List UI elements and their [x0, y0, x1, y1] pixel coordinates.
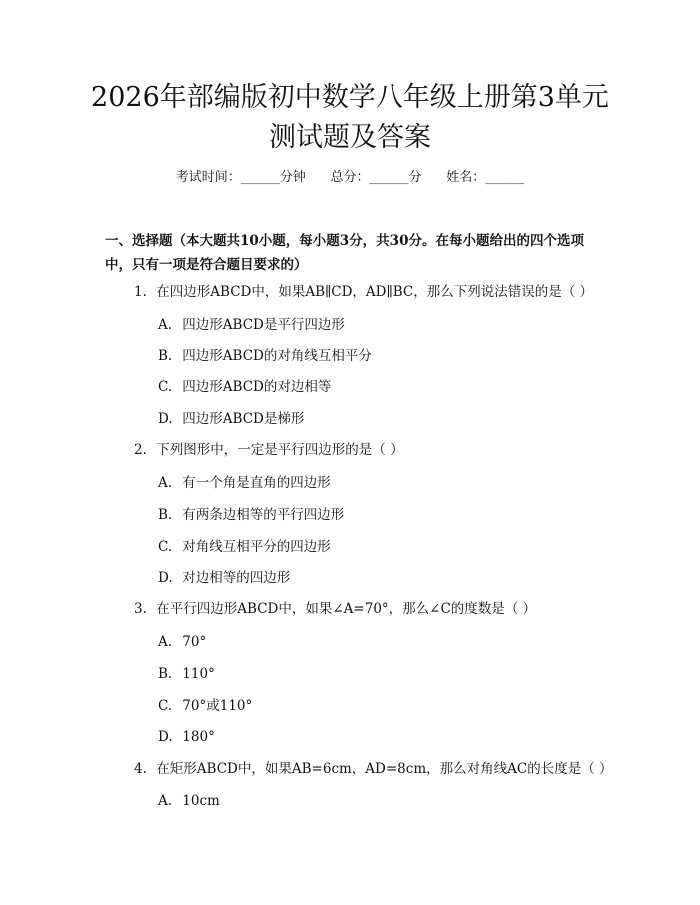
question-text: 在平行四边形ABCD中，如果∠A=70°，那么∠C的度数是（ ） [156, 601, 537, 617]
option-text: 70° [182, 634, 207, 650]
exam-title-line1: 2026年部编版初中数学八年级上册第3单元 [91, 82, 609, 113]
option-text: 10cm [182, 793, 220, 809]
option-4a [158, 791, 220, 811]
option-letter: D. [158, 729, 173, 745]
option-3b [158, 664, 215, 684]
question-number: 1. [134, 284, 147, 300]
question-text: 下列图形中，一定是平行四边形的是（ ） [156, 442, 404, 458]
option-letter: D. [158, 411, 173, 427]
option-3c [158, 696, 252, 716]
option-2d [158, 568, 290, 588]
option-letter: B. [158, 666, 173, 682]
option-letter: C. [158, 539, 173, 555]
option-letter: B. [158, 507, 173, 523]
option-3d [158, 727, 215, 747]
question-3 [134, 599, 536, 619]
option-1a [158, 315, 345, 335]
option-3a [158, 632, 206, 652]
option-1c [158, 377, 331, 397]
option-letter: B. [158, 348, 173, 364]
question-2 [134, 440, 404, 460]
option-text: 有一个角是直角的四边形 [182, 475, 331, 491]
option-text: 对角线互相平分的四边形 [182, 539, 331, 555]
question-number: 2. [134, 442, 147, 458]
section-heading-choice: 一、选择题（本大题共10小题，每小题3分，共30分。在每小题给出的四个选项中，只有一项是符合题目要求的） [105, 233, 584, 273]
option-letter: C. [158, 379, 173, 395]
option-2c [158, 537, 331, 557]
option-text: 110° [182, 666, 215, 682]
option-text: 四边形ABCD的对边相等 [182, 379, 332, 395]
option-text: 70°或110° [182, 698, 253, 714]
exam-title-line2: 测试题及答案 [269, 122, 431, 153]
exam-meta-text: 考试时间：______分钟 总分：______分 姓名：______ [175, 170, 525, 185]
option-letter: A. [158, 317, 173, 333]
question-4 [134, 759, 613, 779]
option-2a [158, 473, 331, 493]
exam-meta-line [0, 168, 700, 188]
option-1b [158, 346, 372, 366]
option-text: 对边相等的四边形 [182, 570, 291, 586]
option-letter: A. [158, 475, 173, 491]
option-text: 180° [182, 729, 215, 745]
option-text: 四边形ABCD的对角线互相平分 [182, 348, 372, 364]
question-number: 4. [134, 761, 147, 777]
option-2b [158, 505, 344, 525]
option-text: 四边形ABCD是梯形 [182, 411, 305, 427]
option-letter: A. [158, 634, 173, 650]
option-letter: D. [158, 570, 173, 586]
option-text: 有两条边相等的平行四边形 [182, 507, 345, 523]
question-text: 在四边形ABCD中，如果AB∥CD，AD∥BC，那么下列说法错误的是（ ） [156, 284, 594, 300]
question-text: 在矩形ABCD中，如果AB=6cm，AD=8cm，那么对角线AC的长度是（ ） [156, 761, 613, 777]
option-text: 四边形ABCD是平行四边形 [182, 317, 345, 333]
question-number: 3. [134, 601, 147, 617]
option-letter: C. [158, 698, 173, 714]
option-1d [158, 409, 304, 429]
option-letter: A. [158, 793, 173, 809]
question-1 [134, 282, 593, 302]
